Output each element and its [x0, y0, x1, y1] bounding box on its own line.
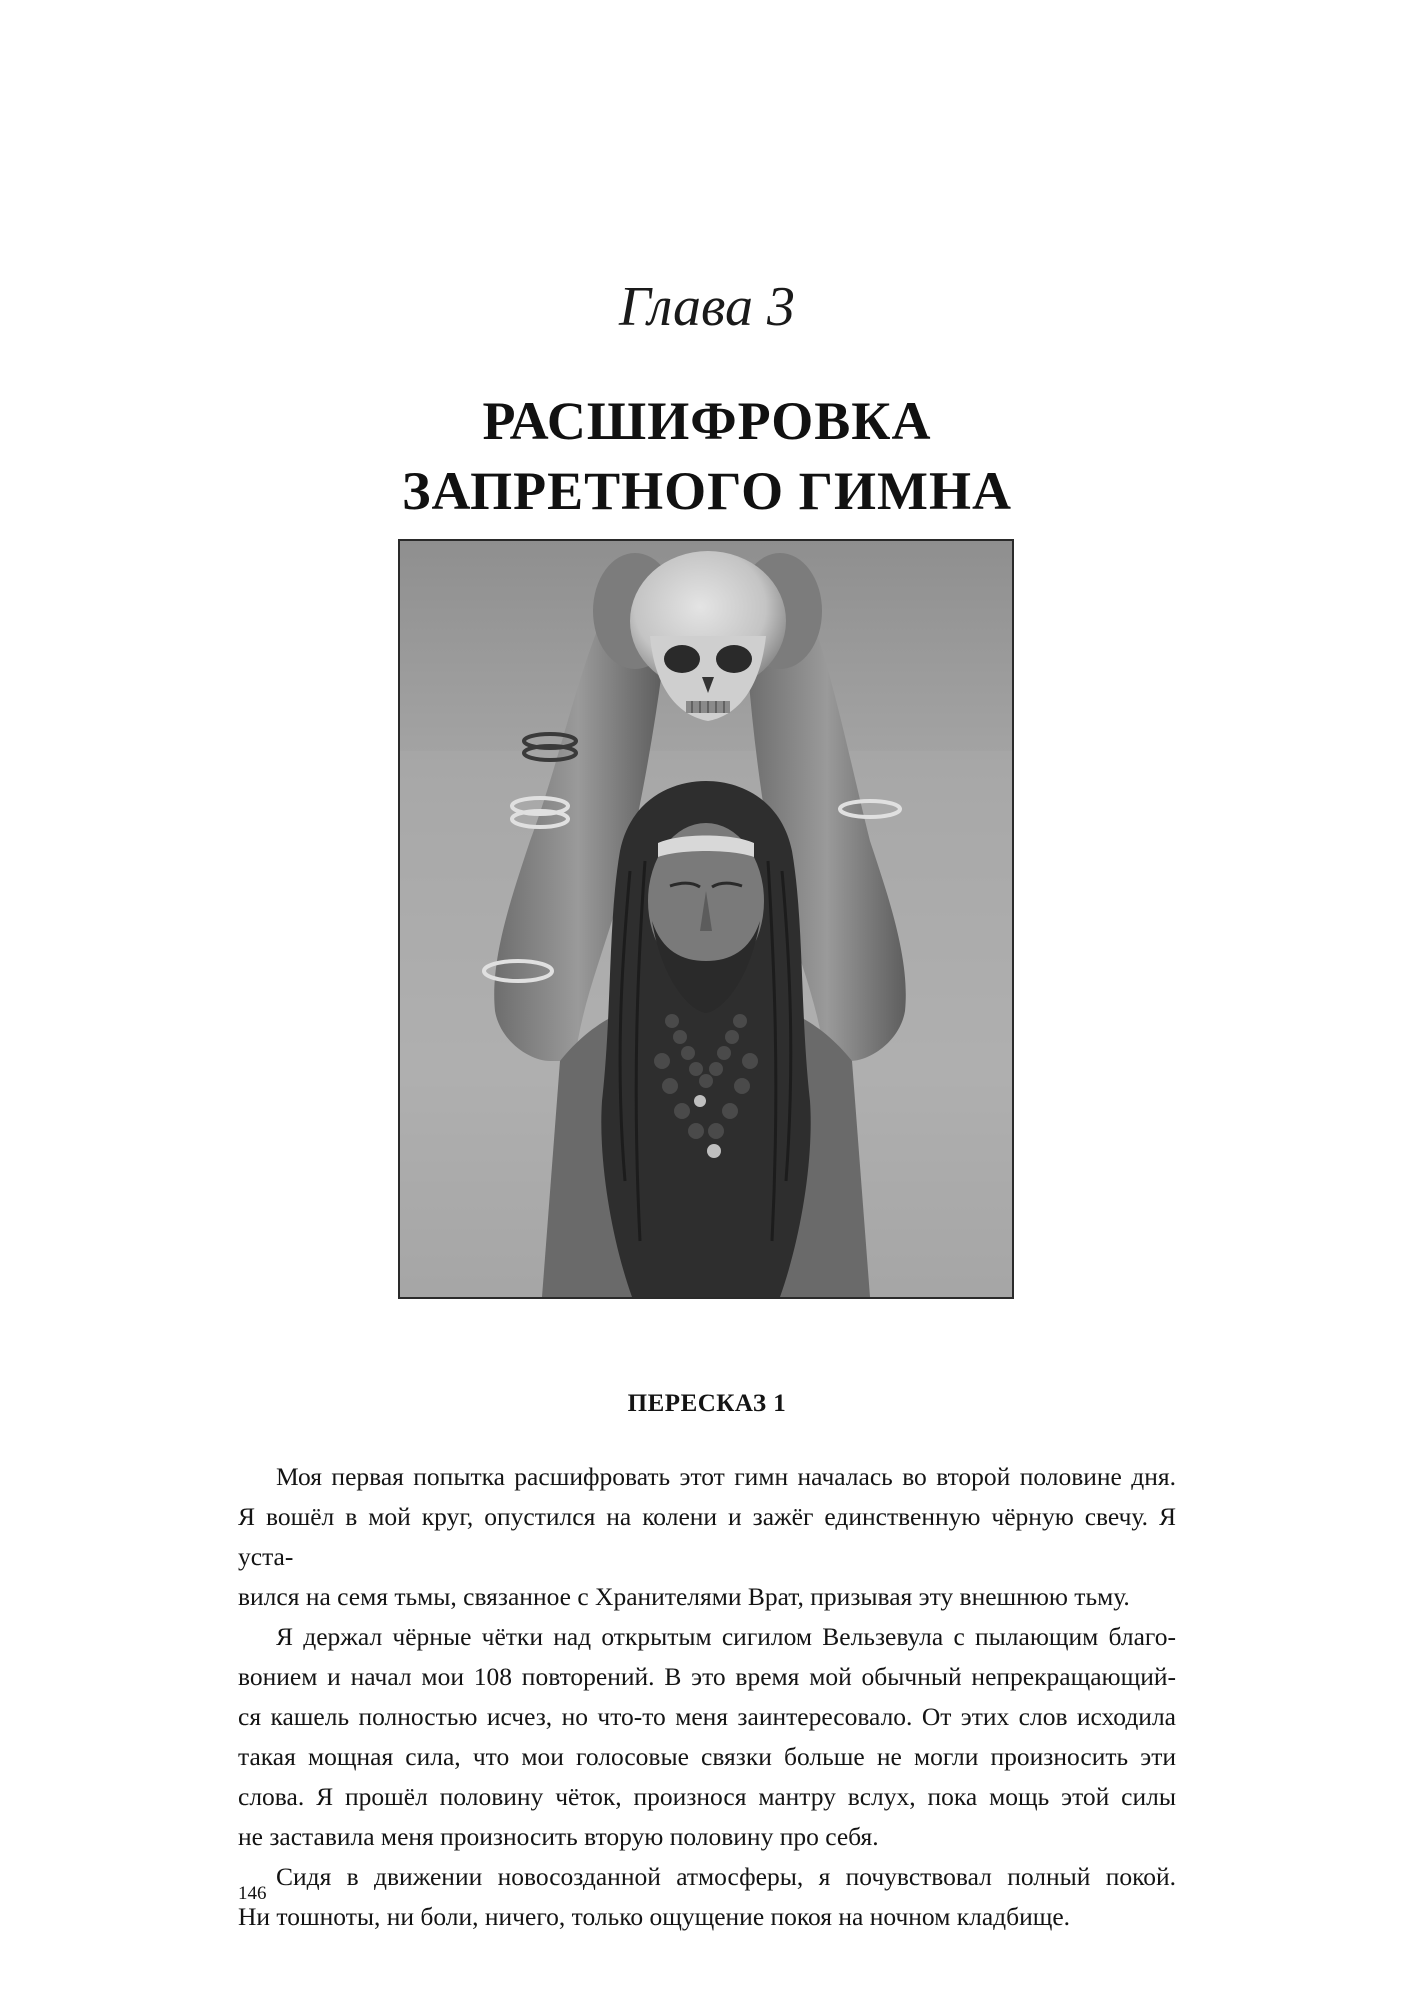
chapter-title — [0, 386, 1414, 526]
paragraph — [238, 1617, 1176, 1857]
text-line: вонием и начал мои 108 повторений. В это время мой обычный непрекращающий- — [238, 1662, 1176, 1691]
section-heading: ПЕРЕСКАЗ 1 — [627, 1390, 787, 1417]
text-line: не заставила меня произносить вторую половину про себя. — [238, 1822, 879, 1851]
text-line: такая мощная сила, что мои голосовые связки больше не могли произносить эти — [238, 1742, 1176, 1771]
text-line: Ни тошноты, ни боли, ничего, только ощущение покоя на ночном кладбище. — [238, 1902, 1071, 1931]
text-line: ся кашель полностью исчез, но что-то меня заинтересовало. От этих слов исходила — [238, 1702, 1176, 1731]
text-line: Сидя в движении новосозданной атмосферы, я почувствовал полный покой. — [276, 1862, 1176, 1891]
chapter-label: Глава 3 — [619, 276, 795, 338]
text-line: слова. Я прошёл половину чёток, произнося мантру вслух, пока мощь этой силы — [238, 1782, 1176, 1811]
chapter-title-line: РАСШИФРОВКА — [482, 391, 932, 451]
chapter-title-line: ЗАПРЕТНОГО ГИМНА — [401, 461, 1013, 521]
text-line: вился на семя тьмы, связанное с Хранителями Врат, призывая эту внешнюю тьму. — [238, 1582, 1130, 1611]
paragraph — [238, 1857, 1176, 1937]
page-number: 146 — [238, 1883, 267, 1904]
text-line: Я держал чёрные чётки над открытым сигилом Вельзевула с пылающим благо- — [276, 1622, 1176, 1651]
paragraph — [238, 1457, 1176, 1617]
text-line: Я вошёл в мой круг, опустился на колени и зажёг единственную чёрную свечу. Я уста- — [238, 1502, 1176, 1571]
body-text — [238, 1457, 1176, 1937]
text-line: Моя первая попытка расшифровать этот гимн началась во второй половине дня. — [276, 1462, 1176, 1491]
chapter-photograph — [398, 539, 1014, 1299]
